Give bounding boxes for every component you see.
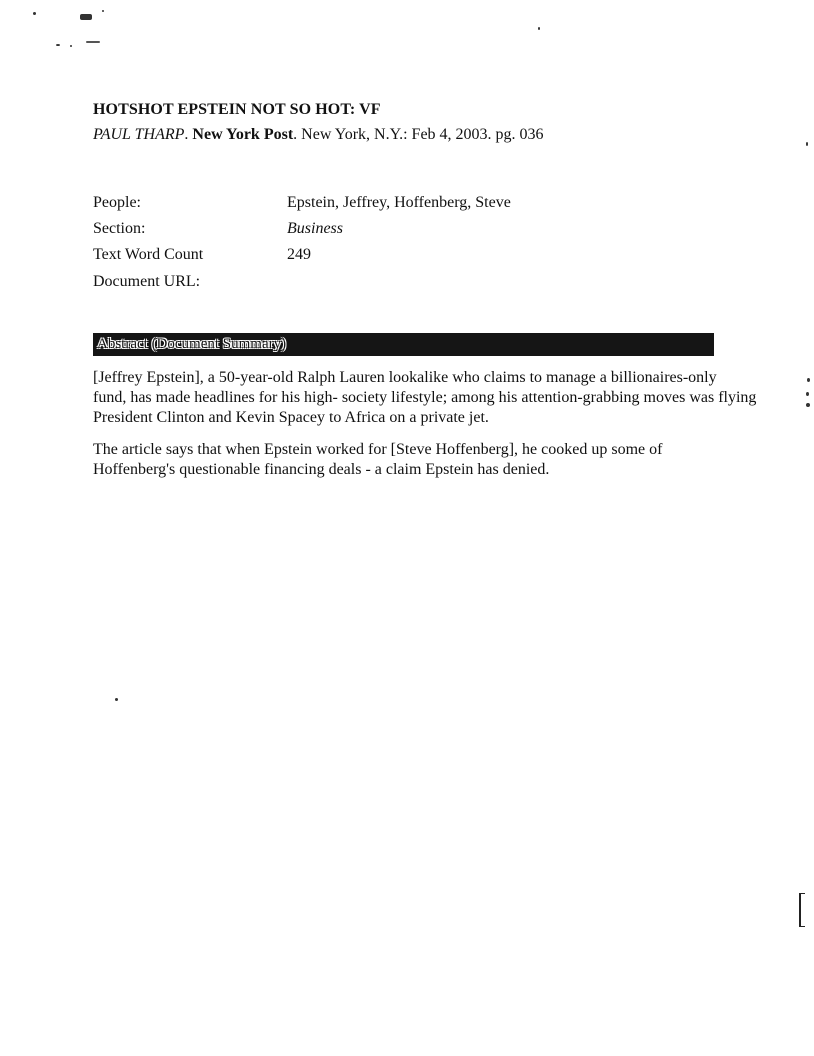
scan-speck [115, 698, 118, 701]
scan-speck [86, 41, 100, 43]
scan-speck [33, 12, 36, 15]
article-byline: PAUL THARP. New York Post. New York, N.Y.: Feb 4, 2003. pg. 036 [93, 126, 544, 143]
author-name: PAUL THARP [93, 126, 185, 143]
section-label: Section: [93, 220, 146, 237]
abstract-line: [Jeffrey Epstein], a 50-year-old Ralph Lauren lookalike who claims to manage a billionaires-only [93, 369, 717, 386]
section-value: Business [287, 220, 343, 237]
scan-speck [806, 142, 808, 146]
scan-speck [538, 27, 540, 30]
article-title: HOTSHOT EPSTEIN NOT SO HOT: VF [93, 101, 381, 118]
abstract-paragraph-2 [93, 440, 773, 480]
abstract-line: fund, has made headlines for his high- society lifestyle; among his attention-grabbing moves was flying [93, 389, 757, 406]
abstract-line: Hoffenberg's questionable financing deals - a claim Epstein has denied. [93, 461, 550, 478]
scan-speck [102, 10, 104, 12]
scan-speck [70, 45, 72, 47]
scan-speck [806, 403, 810, 407]
citation-details: . New York, N.Y.: Feb 4, 2003. pg. 036 [293, 126, 544, 143]
scan-speck [80, 14, 92, 20]
abstract-line: The article says that when Epstein worked for [Steve Hoffenberg], he cooked up some of [93, 441, 663, 458]
abstract-header-bar [93, 333, 714, 356]
scan-speck [56, 44, 60, 46]
word-count-label: Text Word Count [93, 246, 204, 263]
document-url-label: Document URL: [93, 273, 201, 290]
scan-speck [806, 392, 809, 396]
people-value: Epstein, Jeffrey, Hoffenberg, Steve [287, 194, 511, 211]
people-label: People: [93, 194, 141, 211]
word-count-value: 249 [287, 246, 311, 263]
abstract-paragraph-1 [93, 368, 773, 428]
publication-name: New York Post [192, 126, 294, 143]
abstract-heading: Abstract (Document Summary) [97, 336, 287, 352]
abstract-line: President Clinton and Kevin Spacey to Africa on a private jet. [93, 409, 489, 426]
scan-bracket-mark [799, 893, 805, 927]
scan-speck [807, 378, 810, 382]
